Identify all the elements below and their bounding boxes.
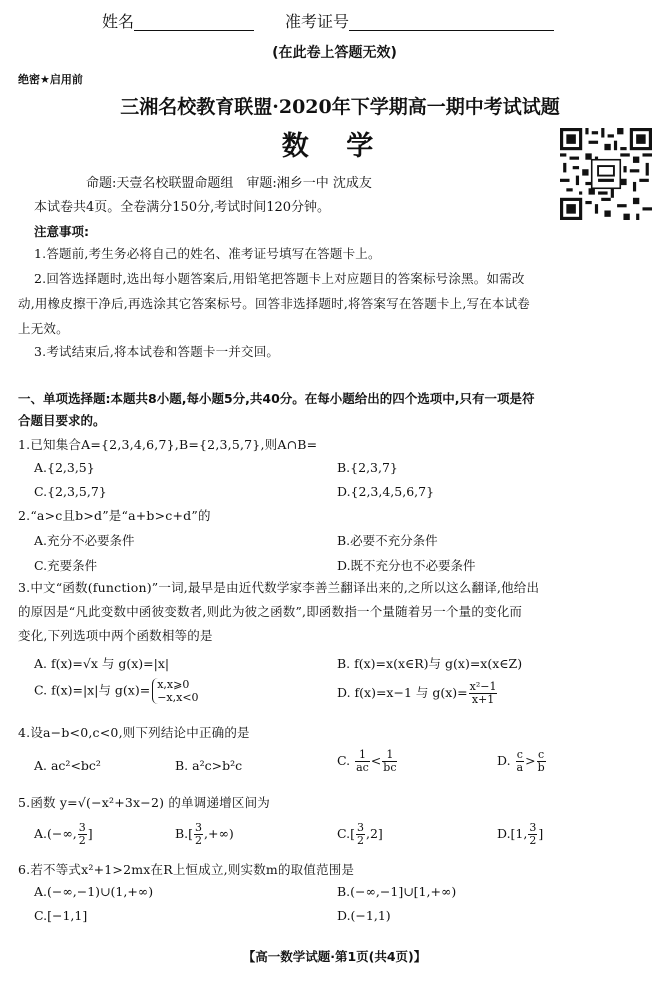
page-footer: 【高一数学试题·第1页(共4页)】 xyxy=(242,949,427,964)
fraction xyxy=(516,749,525,774)
q5-option-d xyxy=(497,822,543,847)
q3-option-c-text: C. f(x)=|x|与 g(x)= xyxy=(34,682,151,698)
piecewise-case: −x,x<0 xyxy=(157,691,199,704)
interval-open: A.(−∞, xyxy=(34,826,77,841)
numerator: 1 xyxy=(355,749,370,762)
section-heading-cont: 合题目要求的。 xyxy=(18,413,106,428)
question-2-stem: 2.“a>c且b>d”是“a+b>c+d”的 xyxy=(18,508,211,523)
fraction xyxy=(194,822,203,847)
interval-open: D.[1, xyxy=(497,826,528,841)
q2-option-a: A.充分不必要条件 xyxy=(34,533,135,548)
q5-option-b xyxy=(175,822,234,847)
q3-option-b: B. f(x)=x(x∈R)与 g(x)=x(x∈Z) xyxy=(337,656,523,671)
notice-item: 2.回答选择题时,选出每小题答案后,用铅笔把答题卡上对应题目的答案标号涂黑。如需改 xyxy=(34,271,525,286)
name-label: 姓名 xyxy=(102,12,135,31)
denominator: ac xyxy=(356,761,369,774)
fraction xyxy=(382,749,397,774)
question-3-stem-cont: 的原因是“凡此变数中函彼变数者,则此为彼之函数”,即函数指一个量随着另一个量的变化而 xyxy=(18,604,523,619)
interval-open: C.[ xyxy=(337,826,355,841)
q6-option-a: A.(−∞,−1)∪(1,+∞) xyxy=(34,884,154,899)
piecewise-brace xyxy=(152,678,198,704)
denominator: x+1 xyxy=(471,693,495,706)
question-6-stem: 6.若不等式x²+1>2mx在R上恒成立,则实数m的取值范围是 xyxy=(18,862,355,877)
fraction xyxy=(537,749,546,774)
intro-line: 本试卷共4页。全卷满分150分,考试时间120分钟。 xyxy=(34,200,331,215)
fraction xyxy=(355,749,370,774)
q3-option-d xyxy=(337,681,498,706)
question-3-stem-cont: 变化,下列选项中两个函数相等的是 xyxy=(18,628,213,643)
subject-title: 数 学 xyxy=(281,131,388,162)
interval-close: ,+∞) xyxy=(204,826,234,841)
question-1-stem: 1.已知集合A={2,3,4,6,7},B={2,3,5,7},则A∩B= xyxy=(18,437,318,452)
q4-option-d-label: D. xyxy=(497,753,511,768)
authors-line: 命题:天壹名校联盟命题组 审题:湘乡一中 沈成友 xyxy=(86,176,372,191)
fraction xyxy=(528,822,537,847)
notice-item: 动,用橡皮擦干净后,再选涂其它答案标号。回答非选择题时,将答案写在答题卡上,写在本试卷 xyxy=(18,296,530,311)
interval-close: ] xyxy=(87,826,93,841)
exam-title: 三湘名校教育联盟·2020年下学期高一期中考试试题 xyxy=(120,96,560,118)
numerator: c xyxy=(538,748,545,761)
q2-option-d: D.既不充分也不必要条件 xyxy=(337,558,476,573)
question-3-stem: 3.中文“函数(function)”一词,最早是由近代数学家李善兰翻译出来的,之所以这么翻译,他给出 xyxy=(18,580,540,595)
q6-option-b: B.(−∞,−1]∪[1,+∞) xyxy=(337,884,457,899)
exam-no-label: 准考证号 xyxy=(285,12,350,31)
relation-sign: > xyxy=(525,753,536,768)
denominator: b xyxy=(537,761,545,774)
notice-item: 1.答题前,考生务必将自己的姓名、准考证号填写在答题卡上。 xyxy=(34,246,381,261)
q4-option-b: B. a²c>b²c xyxy=(175,758,243,773)
section-heading: 一、单项选择题:本题共8小题,每小题5分,共40分。在每小题给出的四个选项中,只有一项是符 xyxy=(18,391,535,406)
interval-close: ,2] xyxy=(365,826,383,841)
q1-option-a: A.{2,3,5} xyxy=(34,460,95,475)
q1-option-c: C.{2,3,5,7} xyxy=(34,484,107,499)
name-field xyxy=(102,12,254,31)
fraction xyxy=(78,822,87,847)
denominator: 2 xyxy=(529,834,537,847)
numerator: 3 xyxy=(356,821,364,834)
denominator: 2 xyxy=(356,834,364,847)
q4-option-c-label: C. xyxy=(337,753,351,768)
fraction xyxy=(356,822,365,847)
q4-option-d xyxy=(497,749,547,774)
qr-code-icon xyxy=(560,128,652,220)
q5-option-a xyxy=(34,822,93,847)
numerator: c xyxy=(516,748,523,761)
relation-sign: < xyxy=(370,753,382,768)
interval-open: B.[ xyxy=(175,826,194,841)
invalid-note: (在此卷上答题无效) xyxy=(272,45,397,61)
numerator: 3 xyxy=(78,821,86,834)
q4-option-a: A. ac²<bc² xyxy=(34,758,101,773)
notice-title: 注意事项: xyxy=(34,224,89,239)
q5-option-c xyxy=(337,822,383,847)
q1-option-b: B.{2,3,7} xyxy=(337,460,398,475)
q6-option-c: C.[−1,1] xyxy=(34,908,88,923)
numerator: 3 xyxy=(529,821,537,834)
q4-option-c xyxy=(337,749,398,774)
fraction xyxy=(469,681,498,706)
piecewise-case: x,x⩾0 xyxy=(157,678,190,691)
numerator: 3 xyxy=(195,821,203,834)
denominator: 2 xyxy=(195,834,203,847)
q6-option-d: D.(−1,1) xyxy=(337,908,391,923)
q2-option-b: B.必要不充分条件 xyxy=(337,533,438,548)
numerator: 1 xyxy=(382,749,397,762)
q3-option-a: A. f(x)=√x 与 g(x)=|x| xyxy=(34,656,170,671)
notice-item: 3.考试结束后,将本试卷和答题卡一并交回。 xyxy=(34,344,280,359)
q1-option-d: D.{2,3,4,5,6,7} xyxy=(337,484,435,499)
exam-no-blank xyxy=(349,12,554,31)
interval-close: ] xyxy=(538,826,544,841)
numerator: x²−1 xyxy=(469,680,497,693)
question-5-stem: 5.函数 y=√(−x²+3x−2) 的单调递增区间为 xyxy=(18,795,270,810)
name-blank xyxy=(134,12,254,31)
secret-label: 绝密★启用前 xyxy=(18,73,83,86)
q3-option-c xyxy=(34,678,199,704)
notice-item: 上无效。 xyxy=(18,321,69,336)
denominator: bc xyxy=(383,761,397,774)
denominator: a xyxy=(516,761,524,774)
denominator: 2 xyxy=(78,834,86,847)
q3-option-d-text: D. f(x)=x−1 与 g(x)= xyxy=(337,685,468,700)
q2-option-c: C.充要条件 xyxy=(34,558,98,573)
question-4-stem: 4.设a−b<0,c<0,则下列结论中正确的是 xyxy=(18,725,250,740)
exam-no-field xyxy=(285,12,554,31)
